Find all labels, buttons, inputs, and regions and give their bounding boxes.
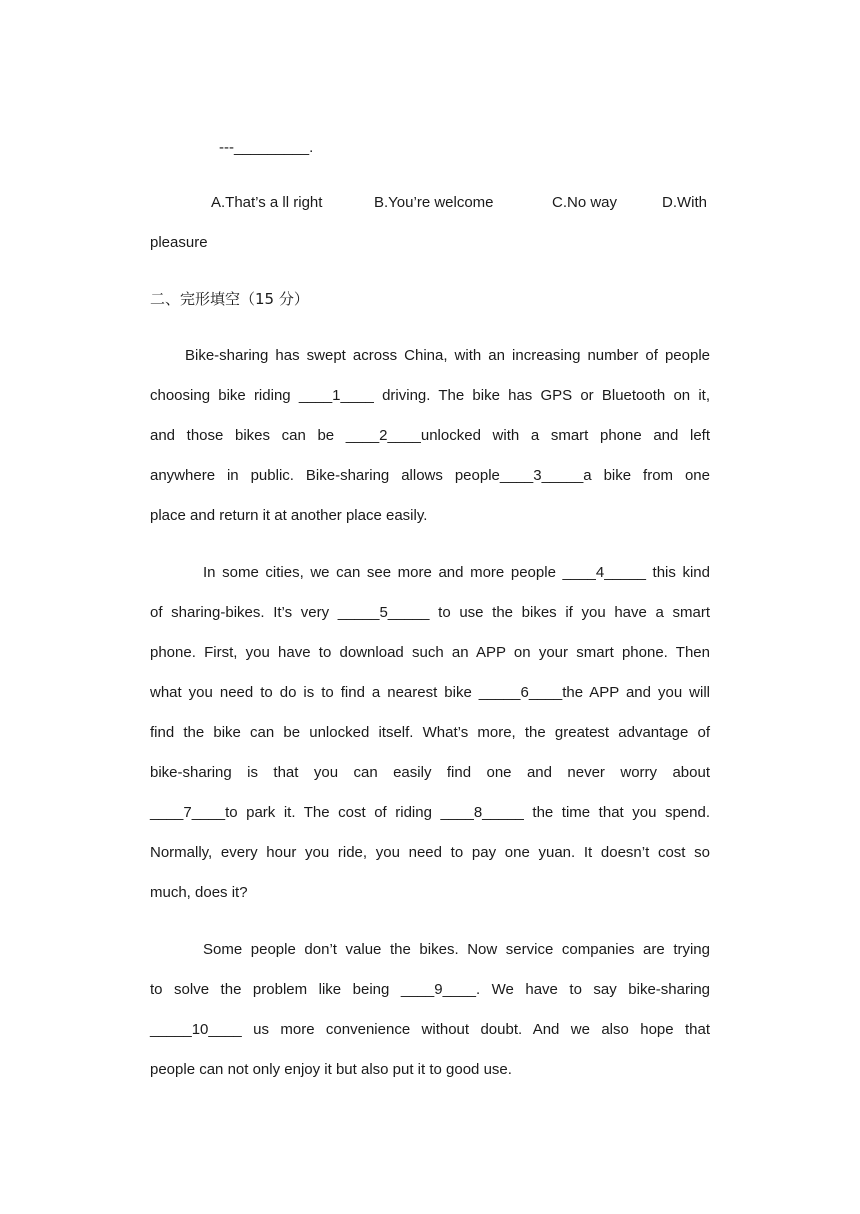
passage-line: In some cities, we can see more and more people ____4_____ this kind: [203, 564, 710, 581]
option-c: C.No way: [552, 194, 618, 211]
passage-line: anywhere in public. Bike-sharing allows people____3_____a bike from one: [150, 467, 710, 484]
passage-line: Bike-sharing has swept across China, with an increasing number of people: [185, 347, 710, 364]
passage-line: Normally, every hour you ride, you need to pay one yuan. It doesn’t cost so: [150, 844, 710, 861]
option-a: A.That’s a ll right: [211, 194, 323, 211]
passage-line: find the bike can be unlocked itself. What’s more, the greatest advantage of: [150, 724, 710, 741]
passage-line: bike-sharing is that you can easily find one and never worry about: [150, 764, 710, 781]
option-d: D.With: [662, 194, 707, 211]
passage-line: ____7____to park it. The cost of riding ____8_____ the time that you spend.: [150, 804, 710, 821]
passage-line: place and return it at another place easily.: [150, 507, 428, 524]
answer-blank-line: ---_________.: [219, 139, 314, 156]
passage-line: much, does it?: [150, 884, 248, 901]
passage-line: of sharing-bikes. It’s very _____5_____ to use the bikes if you have a smart: [150, 604, 710, 621]
passage-line: people can not only enjoy it but also put it to good use.: [150, 1061, 512, 1078]
section-heading: 二、完形填空（15 分）: [150, 290, 309, 308]
option-b: B.You’re welcome: [374, 194, 494, 211]
passage-line: what you need to do is to find a nearest bike _____6____the APP and you will: [150, 684, 710, 701]
option-d-continuation: pleasure: [150, 234, 208, 251]
passage-line: phone. First, you have to download such an APP on your smart phone. Then: [150, 644, 710, 661]
passage-line: to solve the problem like being ____9____. We have to say bike-sharing: [150, 981, 710, 998]
passage-line: choosing bike riding ____1____ driving. The bike has GPS or Bluetooth on it,: [150, 387, 710, 404]
passage-line: _____10____ us more convenience without doubt. And we also hope that: [150, 1021, 710, 1038]
passage-line: and those bikes can be ____2____unlocked with a smart phone and left: [150, 427, 710, 444]
passage-line: Some people don’t value the bikes. Now service companies are trying: [203, 941, 710, 958]
